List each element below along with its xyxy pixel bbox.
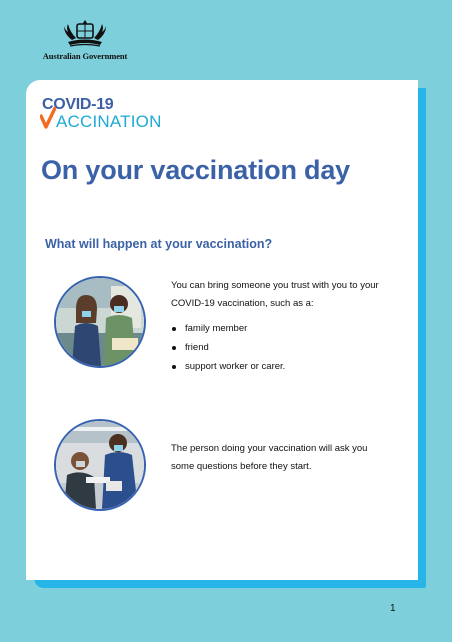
coat-of-arms-icon [62, 18, 108, 50]
support-person-list [171, 319, 285, 376]
logo-line1: COVID-19 [42, 96, 114, 113]
list-item: family member [171, 319, 285, 338]
list-item: support worker or carer. [171, 357, 285, 376]
page-title: On your vaccination day [41, 155, 350, 185]
government-header [30, 18, 140, 61]
woman-with-support-person-photo [54, 276, 146, 368]
section2-text-line2: some questions before they start. [171, 460, 312, 472]
man-with-vaccinator-photo [54, 419, 146, 511]
covid-vaccination-logo [42, 96, 162, 131]
section1-text-line1: You can bring someone you trust with you to your [171, 280, 379, 291]
page-number: 1 [390, 603, 396, 614]
section2-text [171, 440, 406, 475]
logo-line2-wrap [42, 113, 162, 131]
section-heading: What will happen at your vaccination? [45, 237, 273, 251]
list-item: friend [171, 338, 285, 357]
section1-text [171, 277, 406, 312]
tick-icon [40, 107, 56, 129]
logo-line2: ACCINATION [56, 112, 162, 131]
government-name: Australian Government [42, 51, 128, 61]
section2-text-line1: The person doing your vaccination will ask you [171, 443, 368, 454]
section1-text-line2: COVID-19 vaccination, such as a: [171, 297, 314, 309]
content-card [26, 80, 418, 580]
